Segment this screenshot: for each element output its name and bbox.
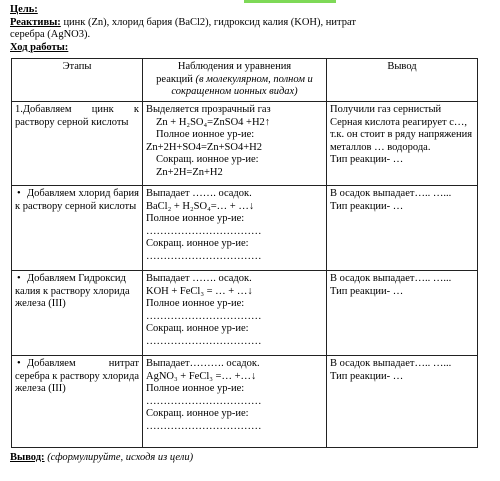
footer-hint: (сформулируйте, исходя из цели) xyxy=(44,452,194,463)
header-stages: Этапы xyxy=(12,59,143,102)
reagents-text: цинк (Zn), хлорид бария (BaCl2), гидроксид калия (KOH), нитрат xyxy=(60,16,356,28)
conclusion-cell: Получили газ сернистый Серная кислота реагирует с…, т.к. он стоит в ряду напряжения металлов … водорода. Тип реакции- … xyxy=(327,102,478,186)
table-row xyxy=(12,186,478,271)
observation-cell: Выделяется прозрачный газ Zn + H₂SO₄=ZnSO4 +H2↑ Полное ионное ур-ие: Zn+2H+SO4=Zn+SO4+H2 Сокращ. ионное ур-ие: Zn+2H=Zn+H2 xyxy=(143,102,327,186)
conclusion-cell: В осадок выпадает….. …... Тип реакции- … xyxy=(327,271,478,356)
header-observations: Наблюдения и уравнения реакций (в молекулярном, полном и сокращенном ионных видах) xyxy=(143,59,327,102)
stage-cell: • Добавляем нитрат серебра к раствору хлорида железа (III) xyxy=(12,356,143,448)
stage-cell: 1.Добавляем цинк к раствору серной кислоты xyxy=(12,102,143,186)
conclusion-cell: В осадок выпадает….. …... Тип реакции- … xyxy=(327,356,478,448)
work-table xyxy=(11,58,478,448)
reagents-line-2 xyxy=(10,29,496,42)
progress-line xyxy=(10,42,496,55)
goal-label: Цель: xyxy=(10,4,38,15)
observation-cell: Выпадает………. осадок. AgNO₃ + FeCl₃ =… +…↓ Полное ионное ур-ие: …………………………… Сокращ. ионное ур-ие: …………………………… xyxy=(143,356,327,448)
header-conclusion: Вывод xyxy=(327,59,478,102)
highlight-mark xyxy=(244,0,336,3)
reagents-label: Реактивы: xyxy=(10,16,61,28)
table-row xyxy=(12,102,478,186)
stage-cell: • Добавляем хлорид бария к раствору серной кислоты xyxy=(12,186,143,271)
table-row xyxy=(12,356,478,448)
observation-cell: Выпадает ……. осадок. BaCl₂ + H₂SO₄=… + …↓ Полное ионное ур-ие: …………………………… Сокращ. ионное ур-ие: …………………………… xyxy=(143,186,327,271)
conclusion-cell: В осадок выпадает….. …... Тип реакции- … xyxy=(327,186,478,271)
observation-cell: Выпадает ……. осадок. KOH + FeCl₃ = … + …↓ Полное ионное ур-ие: …………………………… Сокращ. ионное ур-ие: …………………………… xyxy=(143,271,327,356)
reagents-text-2: серебра (AgNO3). xyxy=(10,29,91,40)
footer-label: Вывод: xyxy=(10,452,45,463)
document-header xyxy=(10,4,496,54)
goal-line xyxy=(10,4,496,17)
stage-cell: • Добавляем Гидроксид калия к раствору хлорида железа (III) xyxy=(12,271,143,356)
conclusion-footer xyxy=(10,452,193,463)
table-header-row xyxy=(12,59,478,102)
table-row xyxy=(12,271,478,356)
progress-label: Ход работы: xyxy=(10,41,69,53)
reagents-line xyxy=(10,17,496,30)
